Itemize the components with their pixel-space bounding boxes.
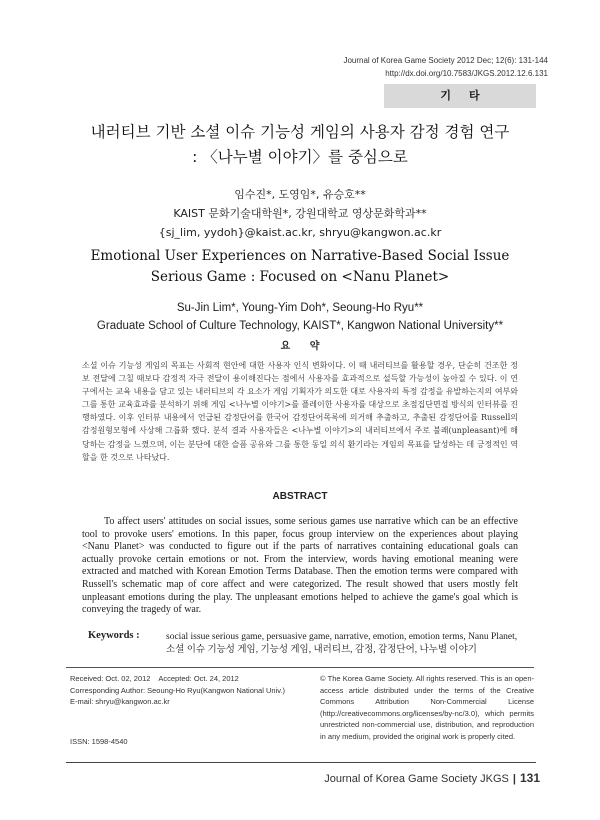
abstract-korean-body: 소셜 이슈 기능성 게임의 목표는 사회적 현안에 대한 사용자 인식 변화이다. 이 때 내러티브를 활용할 경우, 단순히 건조한 정보 전달에 그칠 때보다 감정적 자극 전달이 용이해진다는 점에서 사용자를 효과적으로 설득할 가능성이 높아질 수 있다. 이 연구에서는 교육 내용을 담고 있는 내러티브의 각 요소가 게임 기획자가 의도한 대로 사용자의 특정 감정을 유발하는지의 여부와 그를 통한 교육효과를 분석하기 위해 게임 <나누별 이야기>를 플레이한 사용자를 대상으로 초점집단면접 방식의 인터뷰를 진행하였다. 이후 인터뷰 내용에서 언급된 감정단어를 한국어 감정단어목록에 의거해 추출하고, 추출된 감정단어를 Russell의 감정원형모형에 사상해 그룹화 했다. 분석 결과 사용자들은 <나누별 이야기>의 내러티브에서 주로 불쾌(unpleasant)에 해당하는 감정을 느꼈으며, 이는 분단에 대한 슬픔 공유와 그를 통한 동일 의식 환기라는 게임의 목표를 달성하는 데 긍정적인 역할을 한 것으로 나타났다. (82, 361, 518, 462)
page-number: 131 (519, 771, 540, 785)
author-names-korean: 임수진*, 도영임*, 유승호** (234, 188, 366, 201)
abstract-english-heading: ABSTRACT (272, 491, 328, 502)
license-notice: © The Korea Game Society. All rights reserved. This is an open-access article distributed under the terms of the Creative Commons Attribution Non-Commercial License (http://creativecommons.org/licenses/by-nc/3.0), which permits unrestricted non-commercial use, distribution, and reproduction in any medium, provided the original work is properly cited. (320, 674, 534, 741)
footer-separator: | (512, 773, 516, 785)
keywords-text: social issue serious game, persuasive game, narrative, emotion, emotion terms, Nanu Planet, 소셜 이슈 기능성 게임, 기능성 게임, 내러티브, 감정, 감정단어, 나누별 이야기 (166, 632, 518, 655)
footer-journal-name: Journal of Korea Game Society JKGS (324, 773, 509, 785)
title-korean-line2: : 〈나누별 이야기〉를 중심으로 (192, 148, 408, 166)
category-tag: 기타 (384, 84, 536, 108)
abstract-korean-heading: 요 약 (280, 341, 328, 352)
corresponding-author: Corresponding Author: Seoung-Ho Ryu(Kangwon National Univ.) (70, 685, 285, 695)
footer-divider-rule (66, 667, 534, 668)
issn: ISSN: 1598-4540 (70, 737, 128, 746)
title-korean (40, 120, 560, 170)
abstract-english-body: To affect users' attitudes on social issues, some serious games use narrative which can be an effective tool to provoke users' emotions. In this paper, focus group interview on the experiences about playing <Nanu Planet> was conducted to figure out if the parts of narratives containing educational goals can actually provoke certain emotions or not. From the interview, words having emotional meaning were extracted and matched with Korean Emotion Terms Database. Then the emotion terms were compared with Russell's schematic map of core affect and were categorized. The result showed that users mostly felt unpleasant emotions during the play. The unpleasant emotions helped to achieve the game's goal which is conveying the tragedy of war. (82, 516, 518, 616)
title-korean-line1: 내러티브 기반 소셜 이슈 기능성 게임의 사용자 감정 경험 연구 (90, 123, 510, 141)
keywords-label-text: Keywords (88, 630, 134, 641)
journal-issue: Journal of Korea Game Society 2012 Dec; 12(6): 131-144 (343, 56, 548, 65)
title-english-line2: Serious Game : Focused on <Nanu Planet> (150, 269, 450, 285)
title-english-line1: Emotional User Experiences on Narrative-Based Social Issue (90, 248, 510, 264)
author-affiliations-english: Graduate School of Culture Technology, KAIST*, Kangwon National University** (96, 320, 504, 332)
page-footer-rule (66, 762, 536, 763)
author-names-english: Su-Jin Lim*, Young-Yim Doh*, Seoung-Ho Ryu** (176, 302, 424, 314)
author-affiliations-korean: KAIST 문화기술대학원*, 강원대학교 영상문화학과** (173, 207, 427, 220)
doi-link[interactable]: http://dx.doi.org/10.7583/JKGS.2012.12.6.131 (385, 69, 548, 78)
authors-english (40, 299, 560, 335)
keywords-label: Keywords : (88, 630, 140, 641)
journal-reference (228, 54, 548, 80)
page-footer (324, 771, 540, 785)
corresponding-email[interactable]: E-mail: shryu@kangwon.ac.kr (70, 697, 170, 707)
title-english (40, 246, 560, 288)
article-info (70, 673, 310, 708)
author-emails: {sj_lim, yydoh}@kaist.ac.kr, shryu@kangwon.ac.kr (158, 226, 442, 239)
authors-korean (40, 185, 560, 242)
received-accepted-dates: Received: Oct. 02, 2012 Accepted: Oct. 24, 2012 (70, 674, 239, 683)
